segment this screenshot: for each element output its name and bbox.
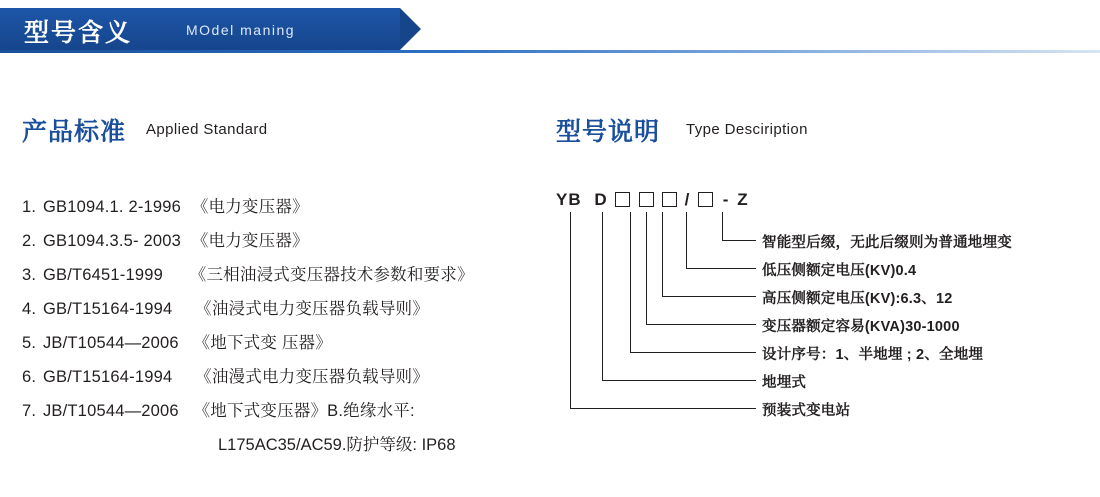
leader-line-horizontal — [646, 324, 756, 325]
standards-list — [22, 190, 542, 462]
list-item — [22, 292, 542, 326]
standard-number: 3. — [22, 266, 37, 284]
code-prefix: YB — [556, 190, 582, 209]
standard-name: 《三相油浸式变压器技术参数和要求》 — [189, 266, 474, 284]
leader-line-vertical — [662, 212, 663, 296]
standards-title-cn: 产品标准 — [22, 118, 127, 146]
leader-line-horizontal — [570, 408, 756, 409]
standard-code: GB1094.1. 2-1996 — [42, 198, 182, 216]
leader-line-horizontal — [630, 352, 756, 353]
standard-number: 7. — [22, 402, 37, 420]
leader-line-vertical — [602, 212, 603, 380]
standard-code: GB/T15164-1994 — [42, 368, 173, 386]
list-item — [22, 360, 542, 394]
code-box-2 — [639, 192, 654, 207]
standard-number: 1. — [22, 198, 37, 216]
code-dash: - — [722, 190, 730, 209]
code-box-1 — [615, 192, 630, 207]
type-code-diagram — [556, 190, 1076, 440]
standard-name: 《电力变压器》 — [191, 198, 309, 216]
leader-line-vertical — [686, 212, 687, 268]
legend-label-buried-type: 地埋式 — [762, 375, 807, 391]
code-box-4 — [698, 192, 713, 207]
legend-label-high-voltage: 高压侧额定电压(KV):6.3、12 — [762, 291, 953, 307]
standard-code: GB1094.3.5- 2003 — [42, 232, 182, 250]
legend-label-low-voltage: 低压侧额定电压(KV)0.4 — [762, 263, 917, 279]
type-title-en: Type Desciription — [686, 121, 808, 138]
code-second: D — [594, 190, 608, 209]
legend-label-design-serial: 设计序号：1、半地埋 ; 2、全地埋 — [762, 347, 984, 363]
standard-code: JB/T10544—2006 — [42, 334, 179, 352]
standards-title-en: Applied Standard — [146, 121, 268, 138]
page-header — [0, 0, 1100, 57]
standard-name: 《油漫式电力变压器负载导则》 — [195, 368, 429, 386]
leader-line-horizontal — [722, 240, 756, 241]
list-item — [22, 258, 542, 292]
standard-number: 2. — [22, 232, 37, 250]
leader-line-vertical — [570, 212, 571, 408]
standard-number: 5. — [22, 334, 37, 352]
header-underline — [0, 50, 1100, 53]
type-code-row — [556, 190, 749, 210]
standard-name: 《地下式变 压器》 — [193, 334, 332, 352]
list-item — [22, 326, 542, 360]
header-title-en: MOdel maning — [186, 22, 296, 38]
code-suffix: Z — [737, 190, 749, 209]
leader-line-vertical — [722, 212, 723, 240]
list-item — [22, 224, 542, 258]
leader-line-horizontal — [686, 268, 756, 269]
standard-sub-line: L175AC35/AC59.防护等级: IP68 — [218, 436, 456, 454]
standard-name: 《地下式变压器》B.绝缘水平: — [193, 402, 415, 420]
standard-number: 6. — [22, 368, 37, 386]
list-item — [22, 190, 542, 224]
leader-line-horizontal — [662, 296, 756, 297]
standard-name: 《油浸式电力变压器负载导则》 — [195, 300, 429, 318]
list-item — [22, 394, 542, 428]
code-box-3 — [662, 192, 677, 207]
code-slash: / — [684, 190, 691, 209]
standard-code: GB/T15164-1994 — [42, 300, 173, 318]
type-title-cn: 型号说明 — [556, 118, 661, 146]
leader-line-vertical — [646, 212, 647, 324]
standard-name: 《电力变压器》 — [191, 232, 309, 250]
legend-label-capacity: 变压器额定容易(KVA)30-1000 — [762, 319, 960, 335]
standard-code: JB/T10544—2006 — [42, 402, 179, 420]
standard-number: 4. — [22, 300, 37, 318]
standard-code: GB/T6451-1999 — [42, 266, 163, 284]
header-title-cn: 型号含义 — [24, 19, 133, 47]
leader-line-vertical — [630, 212, 631, 352]
legend-label-prefab-substation: 预装式变电站 — [762, 403, 851, 419]
legend-label-smart-suffix: 智能型后缀，无此后缀则为普通地埋变 — [762, 235, 1012, 251]
leader-line-horizontal — [602, 380, 756, 381]
